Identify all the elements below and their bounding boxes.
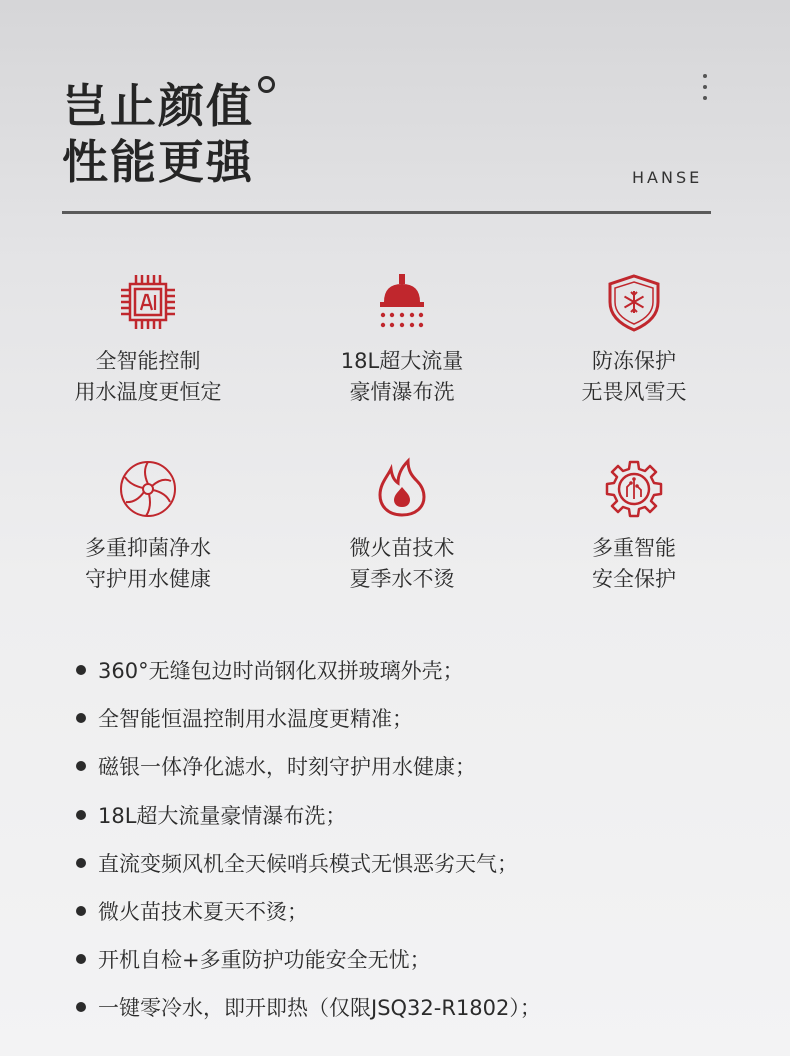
list-item-text: 开机自检+多重防护功能安全无忧； (98, 948, 431, 973)
brand-name: HANSE (632, 168, 703, 187)
feature-title: 防冻保护 (592, 349, 676, 373)
list-item-text: 一键零冷水，即开即热（仅限JSQ32-R1802）； (98, 996, 541, 1021)
list-item-text: 磁银一体净化滤水，时刻守护用水健康； (98, 755, 476, 780)
bullet-dot-icon (76, 954, 86, 964)
feature-title: 18L超大流量 (340, 349, 464, 373)
feature-safety-protection (514, 457, 754, 595)
feature-title: 多重抑菌净水 (85, 536, 211, 560)
feature-antifreeze (514, 270, 754, 408)
spec-list (76, 646, 541, 1032)
feature-micro-flame (282, 457, 522, 595)
feature-subtitle: 用水温度更恒定 (74, 380, 222, 404)
circle-ornament-icon (258, 76, 275, 93)
list-item (76, 646, 541, 694)
list-item-text: 微火苗技术夏天不烫； (98, 900, 308, 925)
feature-smart-control (28, 270, 268, 408)
bullet-dot-icon (76, 858, 86, 868)
more-dots-icon[interactable] (702, 74, 708, 107)
flame-icon (370, 457, 434, 521)
list-item (76, 839, 541, 887)
feature-title: 微火苗技术 (349, 536, 455, 560)
snowflake-shield-icon (602, 270, 666, 334)
headline-line-2: 性能更强 (62, 135, 254, 189)
feature-subtitle: 无畏风雪天 (581, 380, 687, 404)
feature-antibacterial (28, 457, 268, 595)
ai-chip-icon (116, 270, 180, 334)
feature-subtitle: 守护用水健康 (85, 567, 211, 591)
feature-title: 多重智能 (592, 536, 676, 560)
bullet-dot-icon (76, 906, 86, 916)
shower-head-icon (370, 270, 434, 334)
feature-title: 全智能控制 (95, 349, 201, 373)
bullet-dot-icon (76, 713, 86, 723)
feature-flow-rate (282, 270, 522, 408)
bullet-dot-icon (76, 810, 86, 820)
bullet-dot-icon (76, 665, 86, 675)
list-item (76, 887, 541, 935)
headline (62, 78, 254, 190)
feature-subtitle: 夏季水不烫 (349, 567, 455, 591)
list-item (76, 694, 541, 742)
list-item (76, 791, 541, 839)
list-item (76, 983, 541, 1031)
feature-subtitle: 豪情瀑布洗 (349, 380, 455, 404)
header-divider (62, 211, 711, 214)
list-item (76, 935, 541, 983)
circuit-gear-icon (602, 457, 666, 521)
list-item-text: 全智能恒温控制用水温度更精准； (98, 707, 413, 732)
headline-line-1: 岂止颜值 (62, 79, 254, 133)
list-item (76, 742, 541, 790)
bullet-dot-icon (76, 1002, 86, 1012)
feature-subtitle: 安全保护 (592, 567, 676, 591)
list-item-text: 直流变频风机全天候哨兵模式无惧恶劣天气； (98, 851, 518, 876)
bullet-dot-icon (76, 761, 86, 771)
filter-wheel-icon (116, 457, 180, 521)
list-item-text: 18L超大流量豪情瀑布洗； (98, 803, 347, 828)
list-item-text: 360°无缝包边时尚钢化双拼玻璃外壳； (98, 659, 464, 684)
